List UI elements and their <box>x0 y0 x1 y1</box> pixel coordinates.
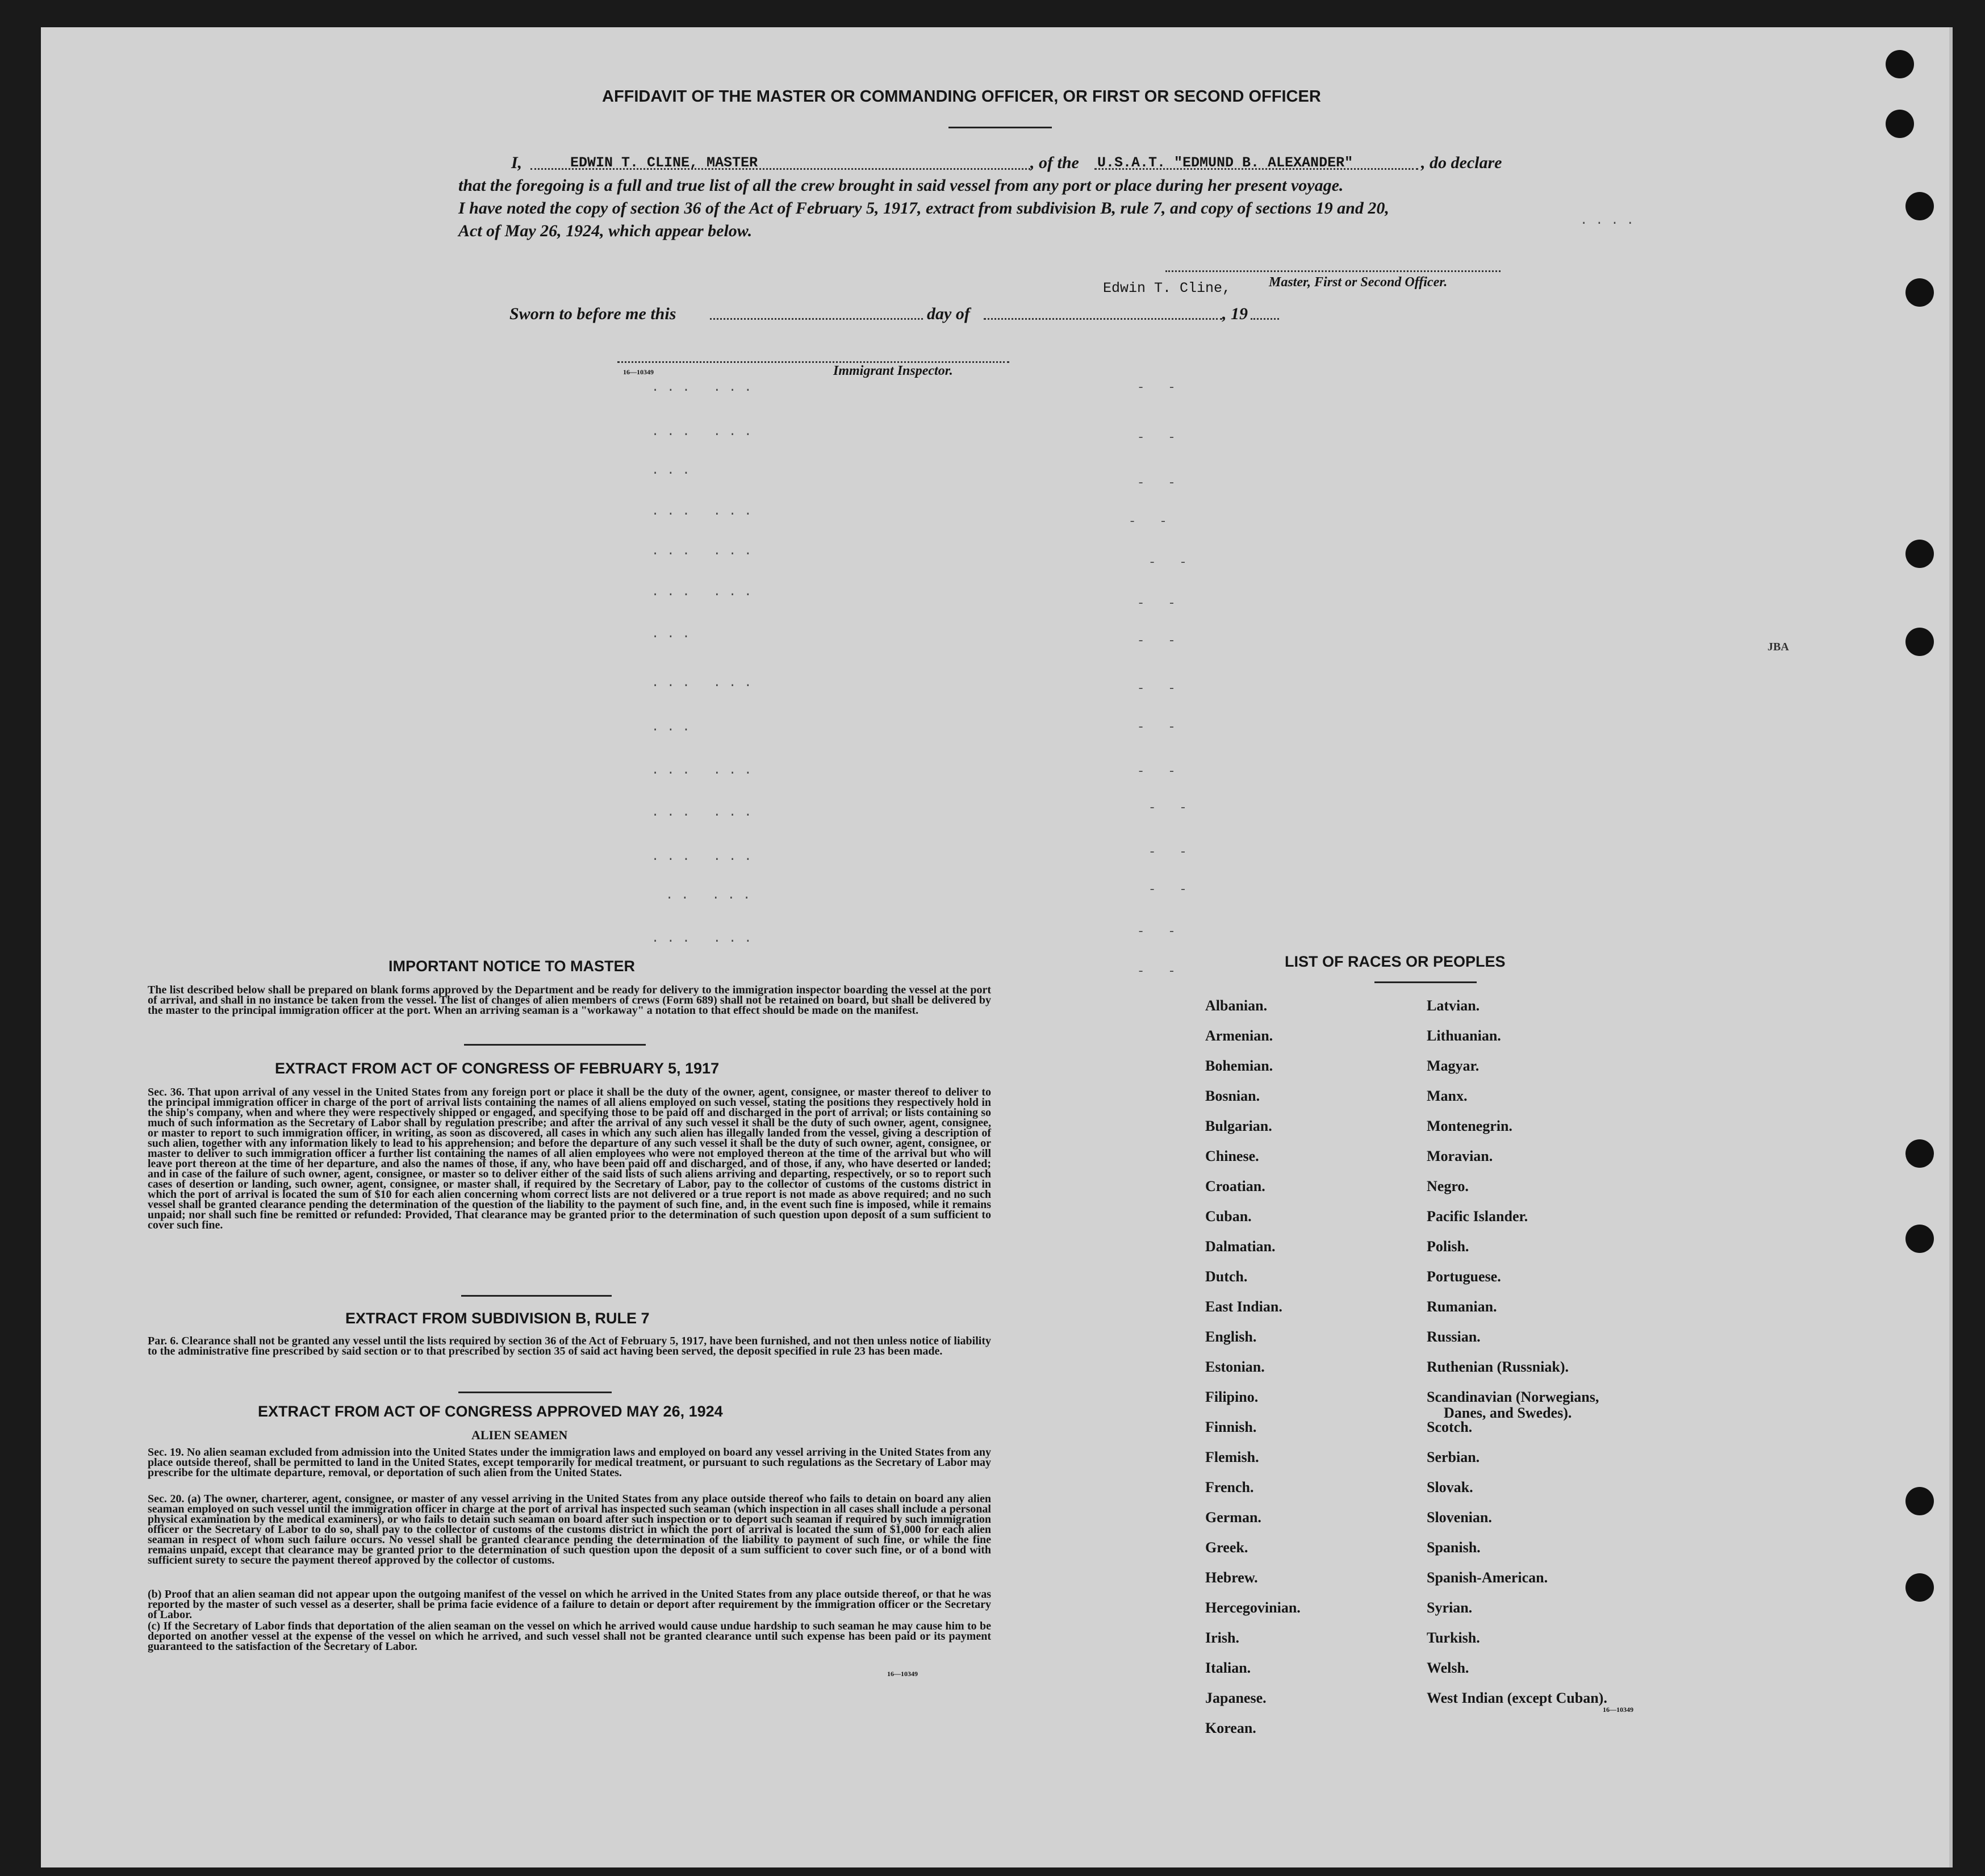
punch-hole <box>1905 278 1934 307</box>
title-rule <box>948 127 1052 128</box>
bleed-mark: ... ... <box>651 850 760 864</box>
affidavit-line-2: that the foregoing is a full and true list of all the crew brought in said vessel from any port or place during her present voyage. <box>458 176 1344 195</box>
signature-caption: Master, First or Second Officer. <box>1269 275 1448 290</box>
race-item: Japanese. <box>1205 1690 1267 1706</box>
year-line <box>1251 318 1279 320</box>
document-page <box>41 27 1953 1867</box>
signature-name: Edwin T. Cline, <box>1103 280 1231 296</box>
extract-1924-sec20b: (b) Proof that an alien seaman did not appear upon the outgoing manifest of the vessel on which he arrived in the United States from any place outside thereof, or that he was reported by the master of such vessel as a deserter, shall be prima facie evidence of a failure to detain or deport after requirement by the immigration officer or the Secretary of Labor. <box>148 1588 991 1621</box>
punch-hole <box>1905 192 1934 220</box>
race-item: Scandinavian (Norwegians, <box>1427 1389 1599 1405</box>
bleed-mark: ... ... <box>651 504 760 519</box>
sworn-label: Sworn to before me this <box>509 304 676 323</box>
race-item: Irish. <box>1205 1630 1239 1646</box>
bleed-mark: - - <box>1148 555 1195 570</box>
race-item: East Indian. <box>1205 1298 1282 1315</box>
extract-1924-sec19: Sec. 19. No alien seaman excluded from admission into the United States under the immigration laws and employed on board any vessel arriving in the United States from any place outside thereof, shall be permitted to land in the United States, except temporarily for medical treatment, or pursuant to such regulations as the Secretary of Labor may prescribe for the ultimate departure, removal, or deportation of such alien from the United States. <box>148 1446 991 1479</box>
race-item: English. <box>1205 1328 1257 1345</box>
race-item: Dutch. <box>1205 1268 1248 1285</box>
bleed-mark: - - <box>1137 682 1184 696</box>
race-item: Albanian. <box>1205 997 1268 1014</box>
bleed-mark: ... ... <box>651 763 760 778</box>
race-item: Montenegrin. <box>1427 1118 1512 1134</box>
punch-hole <box>1905 628 1934 656</box>
punch-hole <box>1905 1225 1934 1253</box>
race-item: Russian. <box>1427 1328 1481 1345</box>
bleed-mark: .... <box>1580 214 1642 228</box>
extract-1917-rule <box>461 1295 612 1297</box>
race-item: Greek. <box>1205 1539 1248 1556</box>
notice-text: The list described below shall be prepared on blank forms approved by the Department and be ready for delivery to the immigration inspector boarding the vessel at the port of arrival, and shall in no instance be taken from the vessel. The list of changes of alien members of crews (Form 689) shall not be retained on board, but shall be delivered by the master to the principal immigration officer at the port. When an arriving seaman is a "workaway" a notation to that effect should be made on the manifest. <box>148 984 991 1017</box>
bleed-mark: .. ... <box>666 888 759 903</box>
race-item: Slovak. <box>1427 1479 1473 1495</box>
race-item: Pacific Islander. <box>1427 1208 1528 1225</box>
bleed-mark: ... ... <box>651 381 760 395</box>
races-title: LIST OF RACES OR PEOPLES <box>1285 953 1506 970</box>
bleed-mark: ... <box>651 463 698 478</box>
sworn-day-line <box>710 318 923 320</box>
extract-rule7-title: EXTRACT FROM SUBDIVISION B, RULE 7 <box>345 1310 650 1327</box>
race-item: Korean. <box>1205 1720 1256 1736</box>
notice-title: IMPORTANT NOTICE TO MASTER <box>388 958 635 975</box>
race-item: Chinese. <box>1205 1148 1259 1164</box>
race-item: Serbian. <box>1427 1449 1480 1465</box>
punch-hole <box>1905 1573 1934 1602</box>
bleed-mark: - - <box>1137 476 1184 490</box>
race-item: French. <box>1205 1479 1254 1495</box>
inspector-line <box>617 361 1009 363</box>
bleed-mark: ... ... <box>651 425 760 439</box>
bleed-mark: ... ... <box>651 931 760 946</box>
race-item: Welsh. <box>1427 1660 1469 1676</box>
of-the-label: , of the <box>1030 153 1079 172</box>
race-item: Cuban. <box>1205 1208 1252 1225</box>
extract-1917-text: Sec. 36. That upon arrival of any vessel in the United States from any foreign port or place it shall be the duty of the owner, agent, consignee, or master thereof to deliver to the principal immigration officer in charge of the port of arrival lists containing the names of all aliens employed on such vessel, stating the positions they respectively hold in the ship's company, when and where they were respectively shipped or engaged, and specifying those to be paid off and discharged in the port of arrival; or lists containing so much of such information as the Secretary of Labor shall by regulation prescribe; and after the arrival of any such vessel it shall be the duty of such owner, agent, consignee, or master to report to such immigration officer, in writing, as soon as discovered, all cases in which any such alien has illegally landed from the vessel, giving a description of such alien, together with any information likely to lead to his apprehension; and before the departure of any such vessel it shall be the duty of such owner, agent, consignee, or master to deliver to such immigration officer a further list containing the names of all alien employees who were not employed thereon at the time of the arrival but who will leave port thereon at the time of her departure, and also the names of those, if any, who have been paid off and discharged, and of those, if any, who have deserted or landed; and in case of the failure of such owner, agent, consignee, or master so to deliver either of the said lists of such aliens arriving and departing, respectively, or so to report such cases of desertion or landing, such owner, agent, consignee, or master shall, if required by the Secretary of Labor, pay to the collector of customs of the customs district in which the port of arrival is located the sum of $10 for each alien concerning whom correct lists are not delivered or a true report is not made as above required; and no such vessel shall be granted clearance pending the determination of the question of the liability to the payment of such fine, and, in the event such fine is imposed, while it remains unpaid; nor shall such fine be remitted or refunded: Provided, That clearance may be granted prior to the determination of such question upon deposit of a sum sufficient to cover such fine. <box>148 1086 991 1231</box>
day-of-label: day of <box>927 304 970 323</box>
bleed-mark: - - <box>1137 431 1184 445</box>
race-item: Italian. <box>1205 1660 1251 1676</box>
bleed-mark: ... ... <box>651 585 760 599</box>
bleed-mark: - - <box>1137 964 1184 979</box>
vessel-name: U.S.A.T. "EDMUND B. ALEXANDER" <box>1097 154 1353 171</box>
bleed-mark: - - <box>1129 515 1175 529</box>
affidavit-line-4: Act of May 26, 1924, which appear below. <box>458 222 753 240</box>
race-item: Polish. <box>1427 1238 1469 1255</box>
bleed-mark: ... ... <box>651 805 760 820</box>
races-rule <box>1374 981 1477 983</box>
race-item: Syrian. <box>1427 1599 1473 1616</box>
race-item: Spanish. <box>1427 1539 1481 1556</box>
race-item: Manx. <box>1427 1088 1468 1104</box>
race-item: Turkish. <box>1427 1630 1480 1646</box>
race-item: Bulgarian. <box>1205 1118 1272 1134</box>
notice-rule <box>464 1044 646 1046</box>
extract-1924-sec20c: (c) If the Secretary of Labor finds that deportation of the alien seaman on the vessel on which he arrived would cause undue hardship to such seaman he may cause him to be deported on another vessel at the expense of the vessel on which he arrived, and such vessel shall not be granted clearance until such expense has been paid or its payment guaranteed to the satisfaction of the Secretary of Labor. <box>148 1620 991 1653</box>
race-item: Rumanian. <box>1427 1298 1497 1315</box>
declarant-name: EDWIN T. CLINE, MASTER <box>570 154 758 171</box>
race-item: Flemish. <box>1205 1449 1259 1465</box>
affidavit-title: AFFIDAVIT OF THE MASTER OR COMMANDING OFFICER, OR FIRST OR SECOND OFFICER <box>602 87 1321 106</box>
bleed-mark: - - <box>1137 596 1184 611</box>
race-item: Hercegovinian. <box>1205 1599 1301 1616</box>
race-item: Croatian. <box>1205 1178 1265 1194</box>
race-item: Bosnian. <box>1205 1088 1260 1104</box>
race-item: Filipino. <box>1205 1389 1259 1405</box>
race-item: German. <box>1205 1509 1261 1526</box>
punch-hole <box>1905 540 1934 568</box>
bleed-mark: ... <box>651 720 698 734</box>
punch-hole <box>1886 110 1914 138</box>
extract-rule7-rule <box>458 1392 612 1393</box>
bleed-mark: - - <box>1148 801 1195 815</box>
bleed-mark: - - <box>1148 845 1195 859</box>
race-item: Ruthenian (Russniak). <box>1427 1359 1569 1375</box>
bleed-mark: ... ... <box>651 676 760 690</box>
race-item: Bohemian. <box>1205 1058 1273 1074</box>
extract-1924-subtitle: ALIEN SEAMEN <box>471 1428 568 1442</box>
race-item: Dalmatian. <box>1205 1238 1276 1255</box>
inspector-caption: Immigrant Inspector. <box>833 363 953 378</box>
race-item: Spanish-American. <box>1427 1569 1548 1586</box>
bleed-mark: - - <box>1137 720 1184 734</box>
bleed-mark: - - <box>1137 764 1184 779</box>
race-item: Danes, and Swedes). <box>1444 1405 1572 1421</box>
margin-note: JBA <box>1767 641 1789 653</box>
bleed-mark: ... <box>651 627 698 641</box>
affidavit-line-3: I have noted the copy of section 36 of the Act of February 5, 1917, extract from subdivision B, rule 7, and copy of sections 19 and 20, <box>458 199 1389 218</box>
race-item: Finnish. <box>1205 1419 1257 1435</box>
sworn-month-line <box>984 318 1222 320</box>
race-item: Estonian. <box>1205 1359 1265 1375</box>
bleed-mark: - - <box>1137 634 1184 648</box>
bleed-mark: - - <box>1148 883 1195 897</box>
race-item: Slovenian. <box>1427 1509 1492 1526</box>
race-item: Negro. <box>1427 1178 1469 1194</box>
year-label: , 19 <box>1222 304 1248 323</box>
affidavit-i: I, <box>511 153 523 172</box>
race-item: Moravian. <box>1427 1148 1493 1164</box>
signature-line <box>1165 270 1501 272</box>
race-item: Hebrew. <box>1205 1569 1258 1586</box>
do-declare-label: , do declare <box>1421 153 1502 172</box>
race-item: Latvian. <box>1427 997 1480 1014</box>
race-item: Lithuanian. <box>1427 1027 1501 1044</box>
race-item: Scotch. <box>1427 1419 1473 1435</box>
extract-rule7-text: Par. 6. Clearance shall not be granted any vessel until the lists required by section 36 of the Act of February 5, 1917, have been furnished, and not then unless notice of liability to the administrative fine prescribed by said section or to that prescribed by section 35 of said act having been served, the deposit specified in rule 23 has been made. <box>148 1335 991 1357</box>
race-item: Armenian. <box>1205 1027 1273 1044</box>
punch-hole <box>1905 1139 1934 1168</box>
extract-1924-sec20a: Sec. 20. (a) The owner, charterer, agent, consignee, or master of any vessel arriving in the United States from any place outside thereof who fails to detain on board any alien seaman employed on such vessel until the immigration officer in charge at the port of arrival has inspected such seaman (which inspection in all cases shall include a personal physical examination by the medical examiners), or who fails to detain such seaman on board after such inspection or to deport such seaman if required by such immigration officer or the Secretary of Labor to do so, shall pay to the collector of customs of the customs district in which the port of arrival is located the sum of $1,000 for each alien seaman in respect of whom such failure occurs. No vessel shall be granted clearance pending the determination of the liability to payment of such fine, or while the fine remains unpaid, except that clearance may be granted prior to the determination of such question upon the deposit of a sum sufficient to cover such fine, or of a bond with sufficient surety to secure the payment thereof approved by the collector of customs. <box>148 1493 991 1566</box>
form-number-bottom-left: 16—10349 <box>887 1670 918 1678</box>
form-number-top: 16—10349 <box>623 368 654 376</box>
race-item: Portuguese. <box>1427 1268 1501 1285</box>
extract-1917-title: EXTRACT FROM ACT OF CONGRESS OF FEBRUARY 5, 1917 <box>275 1060 720 1077</box>
race-item: West Indian (except Cuban). <box>1427 1690 1607 1706</box>
punch-hole <box>1886 50 1914 78</box>
bleed-mark: ... ... <box>651 544 760 558</box>
punch-hole <box>1905 1487 1934 1515</box>
bleed-mark: - - <box>1137 381 1184 395</box>
extract-1924-title: EXTRACT FROM ACT OF CONGRESS APPROVED MAY 26, 1924 <box>258 1403 723 1420</box>
form-number-bottom-right: 16—10349 <box>1603 1706 1633 1714</box>
bleed-mark: - - <box>1137 925 1184 939</box>
race-item: Magyar. <box>1427 1058 1480 1074</box>
